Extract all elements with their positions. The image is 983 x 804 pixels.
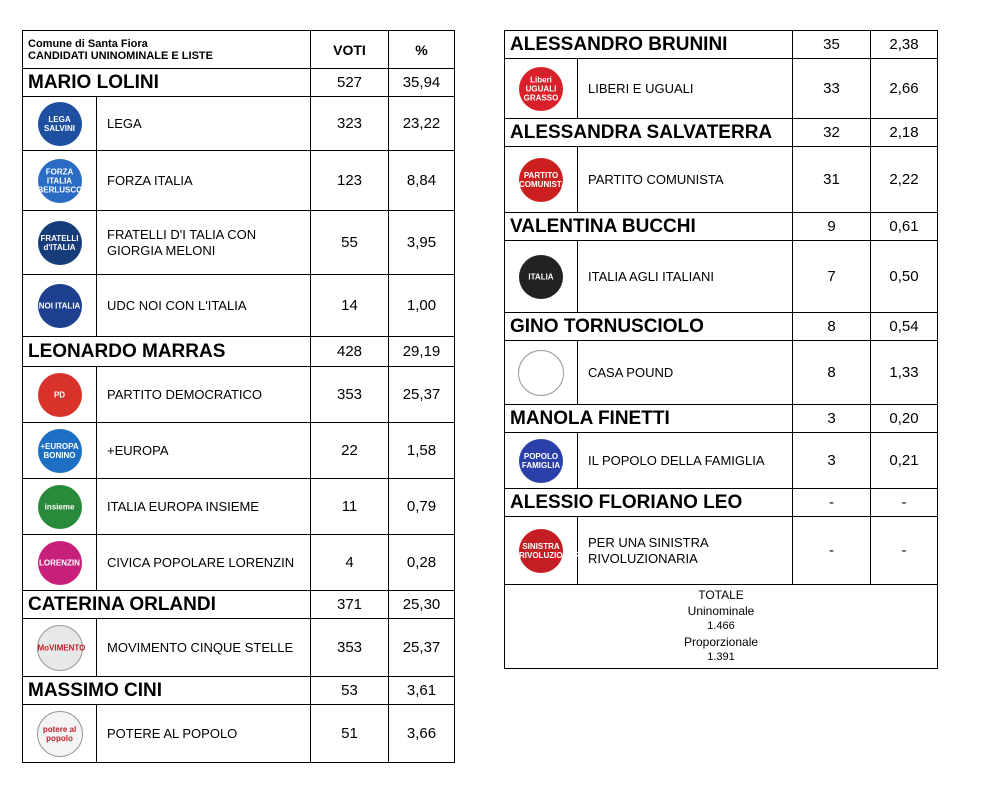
logo-text: Liberi UGUALI GRASSO: [523, 75, 559, 102]
candidate-name: VALENTINA BUCCHI: [505, 213, 793, 241]
candidate-votes: -: [793, 489, 871, 517]
list-name: PARTITO COMUNISTA: [578, 147, 793, 213]
party-logo-cell: [505, 147, 578, 213]
logo-text: LORENZIN: [39, 558, 80, 567]
logo-text: potere al popolo: [42, 724, 77, 743]
candidate-percent: 2,38: [871, 31, 938, 59]
list-votes: 11: [311, 479, 389, 535]
list-votes: 7: [793, 241, 871, 313]
candidate-percent: 3,61: [389, 677, 455, 705]
party-logo-cell: [23, 535, 97, 591]
candidate-row: [23, 677, 455, 705]
candidate-votes: 35: [793, 31, 871, 59]
candidate-percent: 0,61: [871, 213, 938, 241]
candidate-row: [505, 213, 938, 241]
totals-label: TOTALE: [698, 588, 744, 602]
left-results-table: [22, 30, 455, 763]
list-votes: 323: [311, 97, 389, 151]
candidate-row: [505, 313, 938, 341]
party-logo-cell: [23, 423, 97, 479]
logo-text: POPOLO FAMIGLIA: [521, 451, 561, 470]
list-percent: 23,22: [389, 97, 455, 151]
list-votes: 353: [311, 619, 389, 677]
candidate-votes: 527: [311, 69, 389, 97]
comune-label: Comune di Santa Fiora: [28, 37, 148, 50]
list-percent: 0,28: [389, 535, 455, 591]
header-row: [23, 31, 455, 69]
right-results-table: [504, 30, 938, 669]
logo-text: +EUROPA BONINO: [40, 441, 79, 460]
list-votes: 22: [311, 423, 389, 479]
list-percent: 0,50: [871, 241, 938, 313]
candidate-row: [23, 591, 455, 619]
proporzionale-label: Proporzionale: [683, 634, 759, 649]
party-logo-cell: [23, 97, 97, 151]
candidate-votes: 32: [793, 119, 871, 147]
list-name: FRATELLI D'I TALIA CON GIORGIA MELONI: [97, 211, 311, 275]
candidate-row: [505, 31, 938, 59]
totals-cell: [505, 585, 938, 669]
list-votes: -: [793, 517, 871, 585]
list-row: [505, 517, 938, 585]
party-logo-cell: [23, 275, 97, 337]
uninominale-label: Uninominale: [687, 603, 755, 618]
candidate-percent: 29,19: [389, 337, 455, 367]
list-name: ITALIA AGLI ITALIANI: [578, 241, 793, 313]
candidate-name: CATERINA ORLANDI: [23, 591, 311, 619]
list-votes: 3: [793, 433, 871, 489]
logo-text: PD: [53, 390, 66, 399]
candidate-name: ALESSIO FLORIANO LEO: [505, 489, 793, 517]
list-votes: 4: [311, 535, 389, 591]
lega-logo: [38, 102, 82, 146]
list-row: [23, 535, 455, 591]
party-logo-cell: [505, 341, 578, 405]
candidate-votes: 53: [311, 677, 389, 705]
popolo-famiglia-logo: [519, 439, 563, 483]
candidate-percent: -: [871, 489, 938, 517]
candidate-votes: 428: [311, 337, 389, 367]
candidate-percent: 25,30: [389, 591, 455, 619]
candidate-percent: 0,54: [871, 313, 938, 341]
list-name: IL POPOLO DELLA FAMIGLIA: [578, 433, 793, 489]
list-row: [23, 705, 455, 763]
logo-text: FORZA ITALIA BERLUSCONI: [37, 167, 91, 194]
piu-europa-logo: [38, 429, 82, 473]
list-row: [23, 367, 455, 423]
totals-row: [505, 585, 938, 669]
list-votes: 51: [311, 705, 389, 763]
list-row: [23, 151, 455, 211]
list-name: CASA POUND: [578, 341, 793, 405]
logo-text: MoVIMENTO: [37, 643, 86, 652]
list-name: CIVICA POPOLARE LORENZIN: [97, 535, 311, 591]
list-row: [23, 423, 455, 479]
list-name: UDC NOI CON L'ITALIA: [97, 275, 311, 337]
list-row: [23, 211, 455, 275]
logo-text: PARTITO COMUNISTA: [519, 170, 567, 189]
noi-con-italia-logo: [38, 284, 82, 328]
list-name: MOVIMENTO CINQUE STELLE: [97, 619, 311, 677]
candidate-row: [505, 119, 938, 147]
table-subtitle: CANDIDATI UNINOMINALE E LISTE: [28, 49, 213, 62]
party-logo-cell: [505, 59, 578, 119]
list-percent: 25,37: [389, 619, 455, 677]
list-row: [505, 59, 938, 119]
logo-text: ITALIA: [528, 272, 554, 281]
candidate-row: [505, 405, 938, 433]
candidate-votes: 371: [311, 591, 389, 619]
list-votes: 31: [793, 147, 871, 213]
list-votes: 123: [311, 151, 389, 211]
potere-al-popolo-logo: [37, 711, 83, 757]
party-logo-cell: [23, 367, 97, 423]
list-name: LIBERI E UGUALI: [578, 59, 793, 119]
list-row: [505, 341, 938, 405]
candidate-name: MANOLA FINETTI: [505, 405, 793, 433]
list-row: [505, 241, 938, 313]
list-votes: 55: [311, 211, 389, 275]
list-name: POTERE AL POPOLO: [97, 705, 311, 763]
fratelli-italia-logo: [38, 221, 82, 265]
party-logo-cell: [23, 151, 97, 211]
list-percent: 0,21: [871, 433, 938, 489]
party-logo-cell: [23, 479, 97, 535]
party-logo-cell: [23, 705, 97, 763]
proporzionale-total: 1.391: [707, 651, 735, 663]
leu-logo: [519, 67, 563, 111]
candidate-name: ALESSANDRA SALVATERRA: [505, 119, 793, 147]
list-percent: -: [871, 517, 938, 585]
partito-comunista-logo: [519, 158, 567, 202]
candidate-name: MARIO LOLINI: [23, 69, 311, 97]
candidate-row: [23, 69, 455, 97]
candidate-name: MASSIMO CINI: [23, 677, 311, 705]
candidate-name: LEONARDO MARRAS: [23, 337, 311, 367]
list-percent: 3,95: [389, 211, 455, 275]
list-percent: 1,58: [389, 423, 455, 479]
candidate-row: [505, 489, 938, 517]
list-votes: 33: [793, 59, 871, 119]
m5s-logo: [37, 625, 86, 671]
pd-logo: [38, 373, 82, 417]
percent-column-header: %: [389, 31, 455, 69]
insieme-logo: [38, 485, 82, 529]
list-row: [23, 479, 455, 535]
candidate-percent: 2,18: [871, 119, 938, 147]
candidate-votes: 8: [793, 313, 871, 341]
party-logo-cell: [505, 241, 578, 313]
list-row: [505, 147, 938, 213]
list-row: [23, 97, 455, 151]
candidate-row: [23, 337, 455, 367]
italia-agli-italiani-logo: [519, 255, 563, 299]
header-label: [23, 31, 311, 69]
sinistra-rivoluzionaria-logo: [519, 529, 588, 573]
list-name: ITALIA EUROPA INSIEME: [97, 479, 311, 535]
party-logo-cell: [505, 517, 588, 585]
candidate-name: ALESSANDRO BRUNINI: [505, 31, 793, 59]
list-percent: 1,33: [871, 341, 938, 405]
list-name: LEGA: [97, 97, 311, 151]
list-name: +EUROPA: [97, 423, 311, 479]
list-name: PARTITO DEMOCRATICO: [97, 367, 311, 423]
logo-text: SINISTRA RIVOLUZIONARIA: [519, 541, 588, 560]
casa-pound-logo: [518, 350, 564, 396]
logo-text: insieme: [44, 502, 75, 511]
list-row: [23, 619, 455, 677]
list-percent: 8,84: [389, 151, 455, 211]
list-name: PER UNA SINISTRA RIVOLUZIONARIA: [578, 517, 793, 585]
candidate-name: GINO TORNUSCIOLO: [505, 313, 793, 341]
logo-text: FRATELLI d'ITALIA: [40, 233, 79, 252]
candidate-votes: 9: [793, 213, 871, 241]
candidate-percent: 35,94: [389, 69, 455, 97]
list-percent: 2,22: [871, 147, 938, 213]
list-votes: 14: [311, 275, 389, 337]
forza-italia-logo: [37, 159, 91, 203]
list-percent: 25,37: [389, 367, 455, 423]
list-percent: 1,00: [389, 275, 455, 337]
list-percent: 0,79: [389, 479, 455, 535]
party-logo-cell: [23, 619, 97, 677]
party-logo-cell: [505, 433, 578, 489]
list-votes: 8: [793, 341, 871, 405]
candidate-votes: 3: [793, 405, 871, 433]
list-row: [23, 275, 455, 337]
logo-text: LEGA SALVINI: [44, 114, 75, 133]
list-name: FORZA ITALIA: [97, 151, 311, 211]
candidate-percent: 0,20: [871, 405, 938, 433]
list-row: [505, 433, 938, 489]
list-percent: 2,66: [871, 59, 938, 119]
logo-text: NOI ITALIA: [38, 301, 81, 310]
civica-popolare-logo: [38, 541, 82, 585]
party-logo-cell: [23, 211, 97, 275]
list-votes: 353: [311, 367, 389, 423]
uninominale-total: 1.466: [707, 620, 735, 632]
list-percent: 3,66: [389, 705, 455, 763]
votes-column-header: VOTI: [311, 31, 389, 69]
